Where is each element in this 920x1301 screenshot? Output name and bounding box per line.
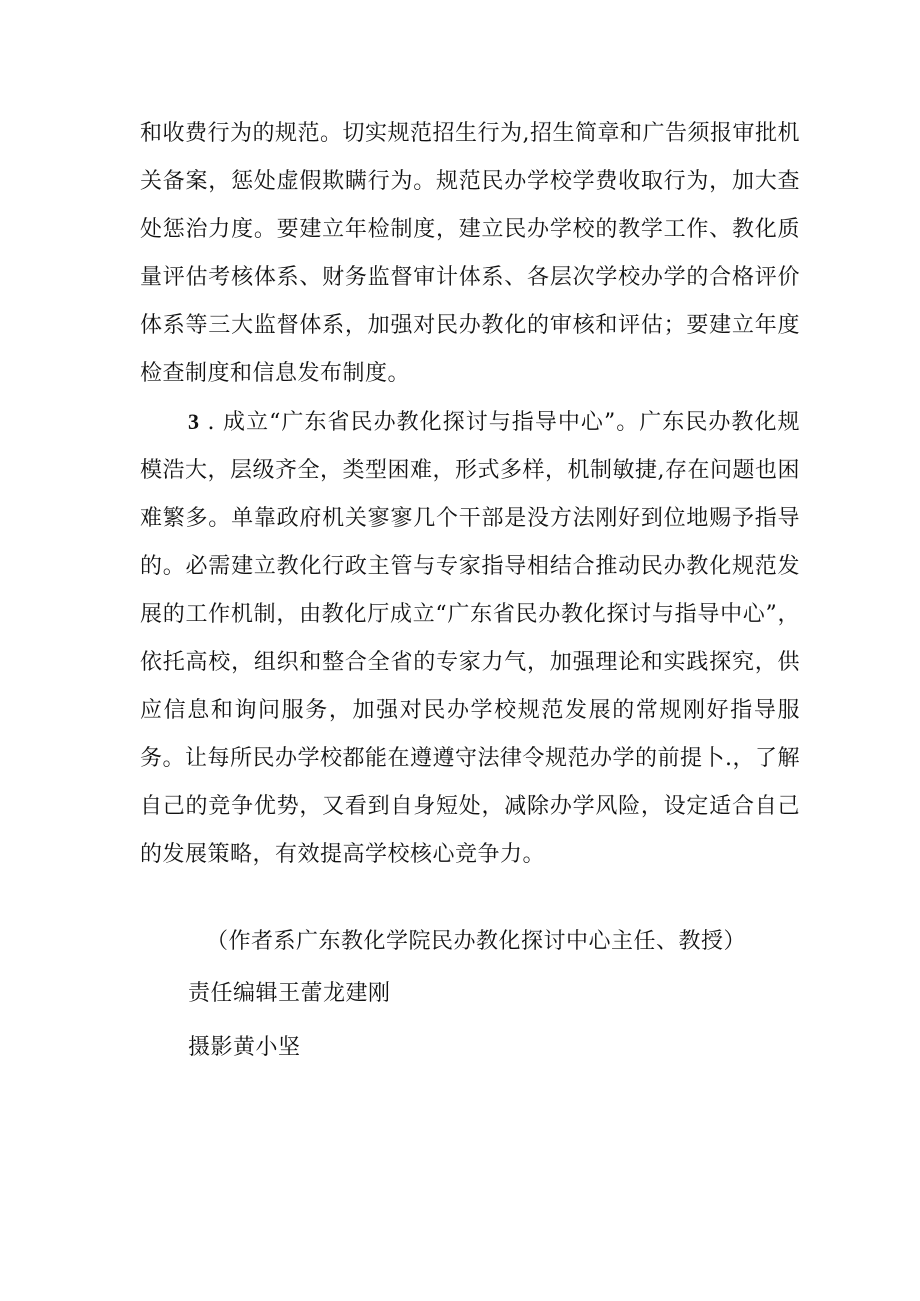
body-paragraph-2-text: . 成立“广东省民办教化探讨与指导中心”。广东民办教化规模浩大，层级齐全，类型困难，形式多样，机制敏捷,存在问题也困难繁多。单靠政府机关寥寥几个干部是没方法刚好到位地赐予指导的。必需建立教化行政主管与专家指导相结合推动民办教化规范发展的工作机制，由教化厅成立“广东省民办教化探讨与指导中心”，依托高校，组织和整合全省的专家力气，加强理论和实践探究，供应信息和询问服务，加强对民办学校规范发展的常规刚好指导服务。让每所民办学校都能在遵遵守法律令规范办学的前提卜.，了解自己的竞争优势，又看到自身短处，减除办学风险，设定适合自己的发展策略，有效提高学校核心竞争力。 bbox=[140, 410, 800, 867]
item-number: 3 bbox=[188, 409, 200, 434]
photo-credit: 摄影黄小坚 bbox=[188, 1035, 301, 1060]
editor-credit: 责任编辑王蕾龙建刚 bbox=[188, 981, 391, 1006]
body-paragraph-2 bbox=[140, 398, 800, 879]
body-paragraph-1: 和收费行为的规范。切实规范招生行为,招生简章和广告须报审批机关备案，惩处虚假欺瞒行为。规范民办学校学费收取行为，加大查处惩治力度。要建立年检制度，建立民办学校的教学工作、教化质量评估考核体系、财务监督审计体系、各层次学校办学的合格评价体系等三大监督体系，加强对民办教化的审核和评估；要建立年度检查制度和信息发布制度。 bbox=[140, 121, 800, 386]
author-byline: （作者系广东教化学院民办教化探讨中心主任、教授） bbox=[206, 929, 747, 954]
